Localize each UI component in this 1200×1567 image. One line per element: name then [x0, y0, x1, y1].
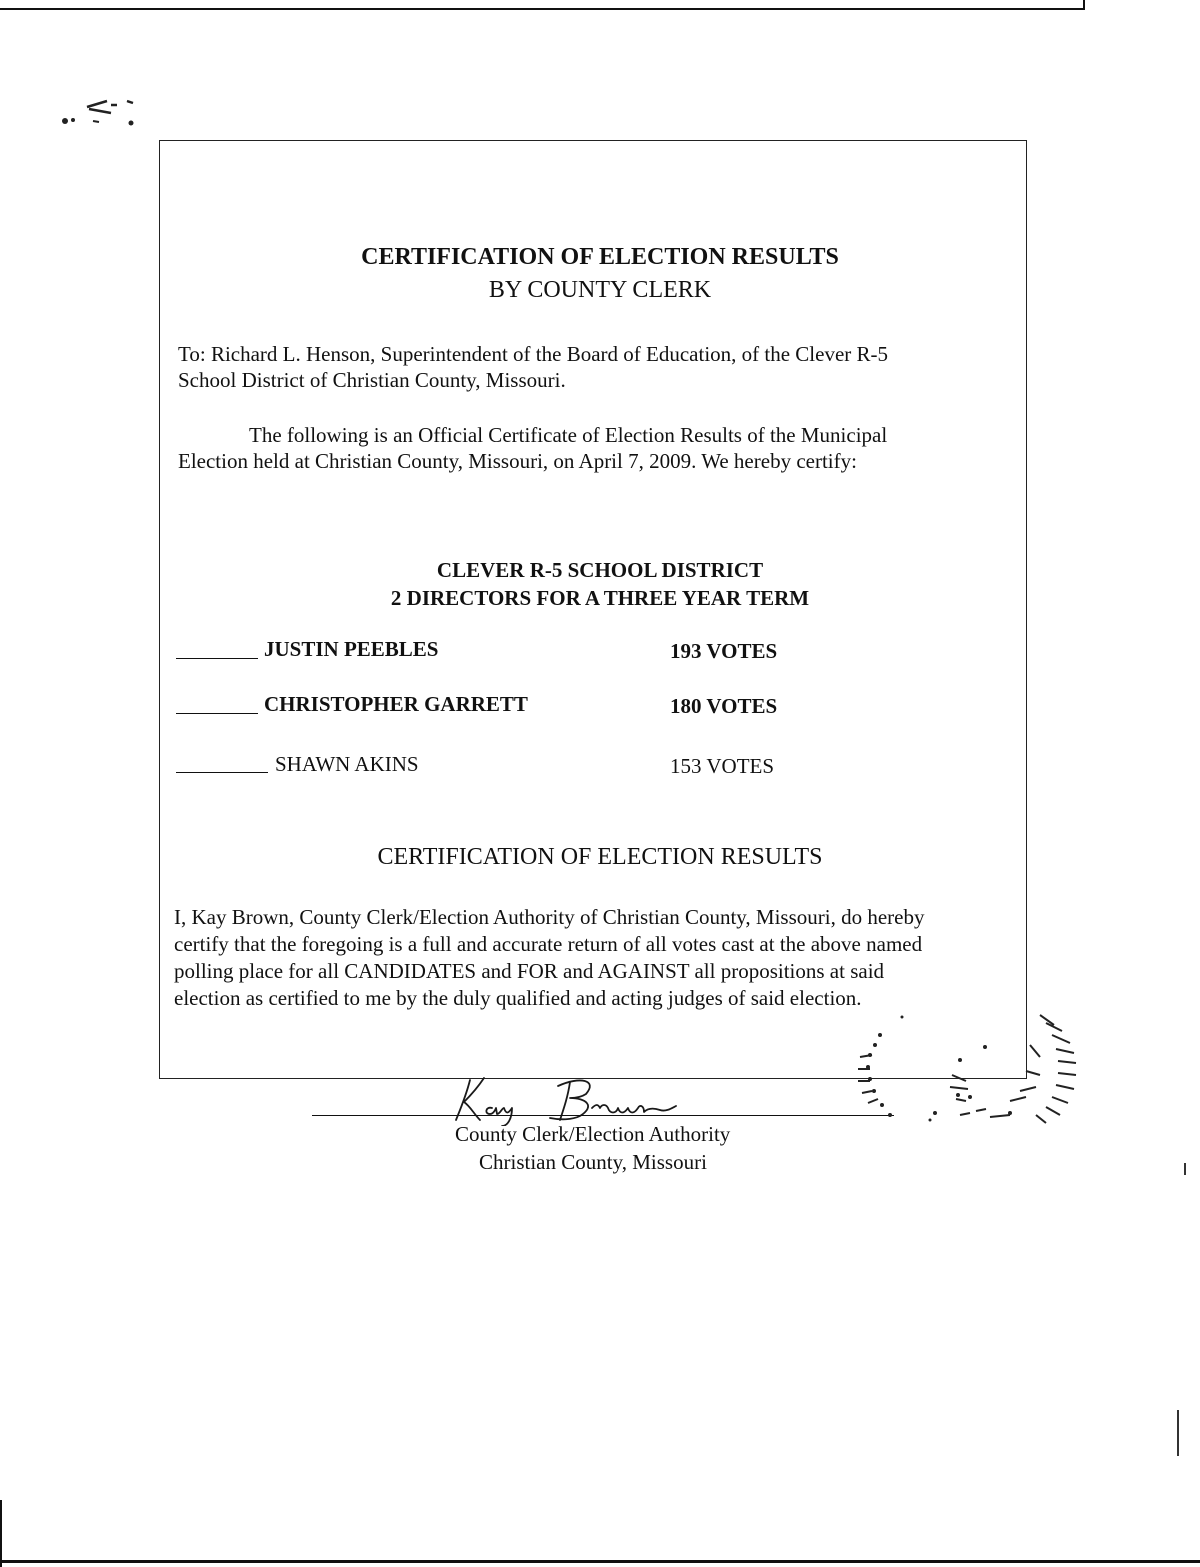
- certification-line-4: election as certified to me by the duly qualified and acting judges of said election.: [174, 986, 862, 1010]
- intro-line-1: The following is an Official Certificate of Election Results of the Municipal: [249, 423, 888, 447]
- candidate-name: JUSTIN PEEBLES: [264, 637, 439, 661]
- certification-line-1: I, Kay Brown, County Clerk/Election Authority of Christian County, Missouri, do hereby: [174, 905, 925, 929]
- document-title: CERTIFICATION OF ELECTION RESULTS: [361, 244, 839, 270]
- handwritten-signature: [440, 1068, 690, 1126]
- certification-line-2: certify that the foregoing is a full and accurate return of all votes cast at the above named: [174, 932, 923, 956]
- scan-edge-bottom: [0, 1560, 1200, 1563]
- candidate-check-blank: [176, 658, 258, 659]
- candidate-check-blank: [176, 713, 258, 714]
- candidate-votes: 193 VOTES: [670, 639, 778, 663]
- addressee-line-1: To: Richard L. Henson, Superintendent of the Board of Education, of the Clever R-5: [178, 342, 889, 366]
- candidate-votes: 153 VOTES: [670, 754, 775, 778]
- signature-line: [312, 1115, 894, 1116]
- candidate-name: CHRISTOPHER GARRETT: [264, 692, 528, 716]
- certification-line-3: polling place for all CANDIDATES and FOR and AGAINST all propositions at said: [174, 959, 885, 983]
- margin-tick: [1177, 1410, 1179, 1456]
- intro-line-2: Election held at Christian County, Missouri, on April 7, 2009. We hereby certify:: [178, 449, 857, 473]
- candidate-name: SHAWN AKINS: [275, 752, 419, 776]
- county-seal-icon: [840, 995, 1120, 1135]
- race-district: CLEVER R-5 SCHOOL DISTRICT: [436, 558, 764, 582]
- addressee-line-2: School District of Christian County, Missouri.: [178, 368, 566, 392]
- race-office: 2 DIRECTORS FOR A THREE YEAR TERM: [390, 586, 810, 610]
- candidate-votes: 180 VOTES: [670, 694, 778, 718]
- scan-specks: [55, 95, 155, 135]
- signature-location: Christian County, Missouri: [479, 1150, 707, 1174]
- document-subtitle: BY COUNTY CLERK: [488, 277, 712, 303]
- candidate-check-blank: [176, 772, 268, 773]
- certification-heading: CERTIFICATION OF ELECTION RESULTS: [377, 844, 823, 870]
- scan-edge-left: [0, 1500, 2, 1567]
- signature-title: County Clerk/Election Authority: [455, 1122, 731, 1146]
- margin-tick: [1184, 1163, 1186, 1175]
- scan-edge-top: [0, 0, 1085, 10]
